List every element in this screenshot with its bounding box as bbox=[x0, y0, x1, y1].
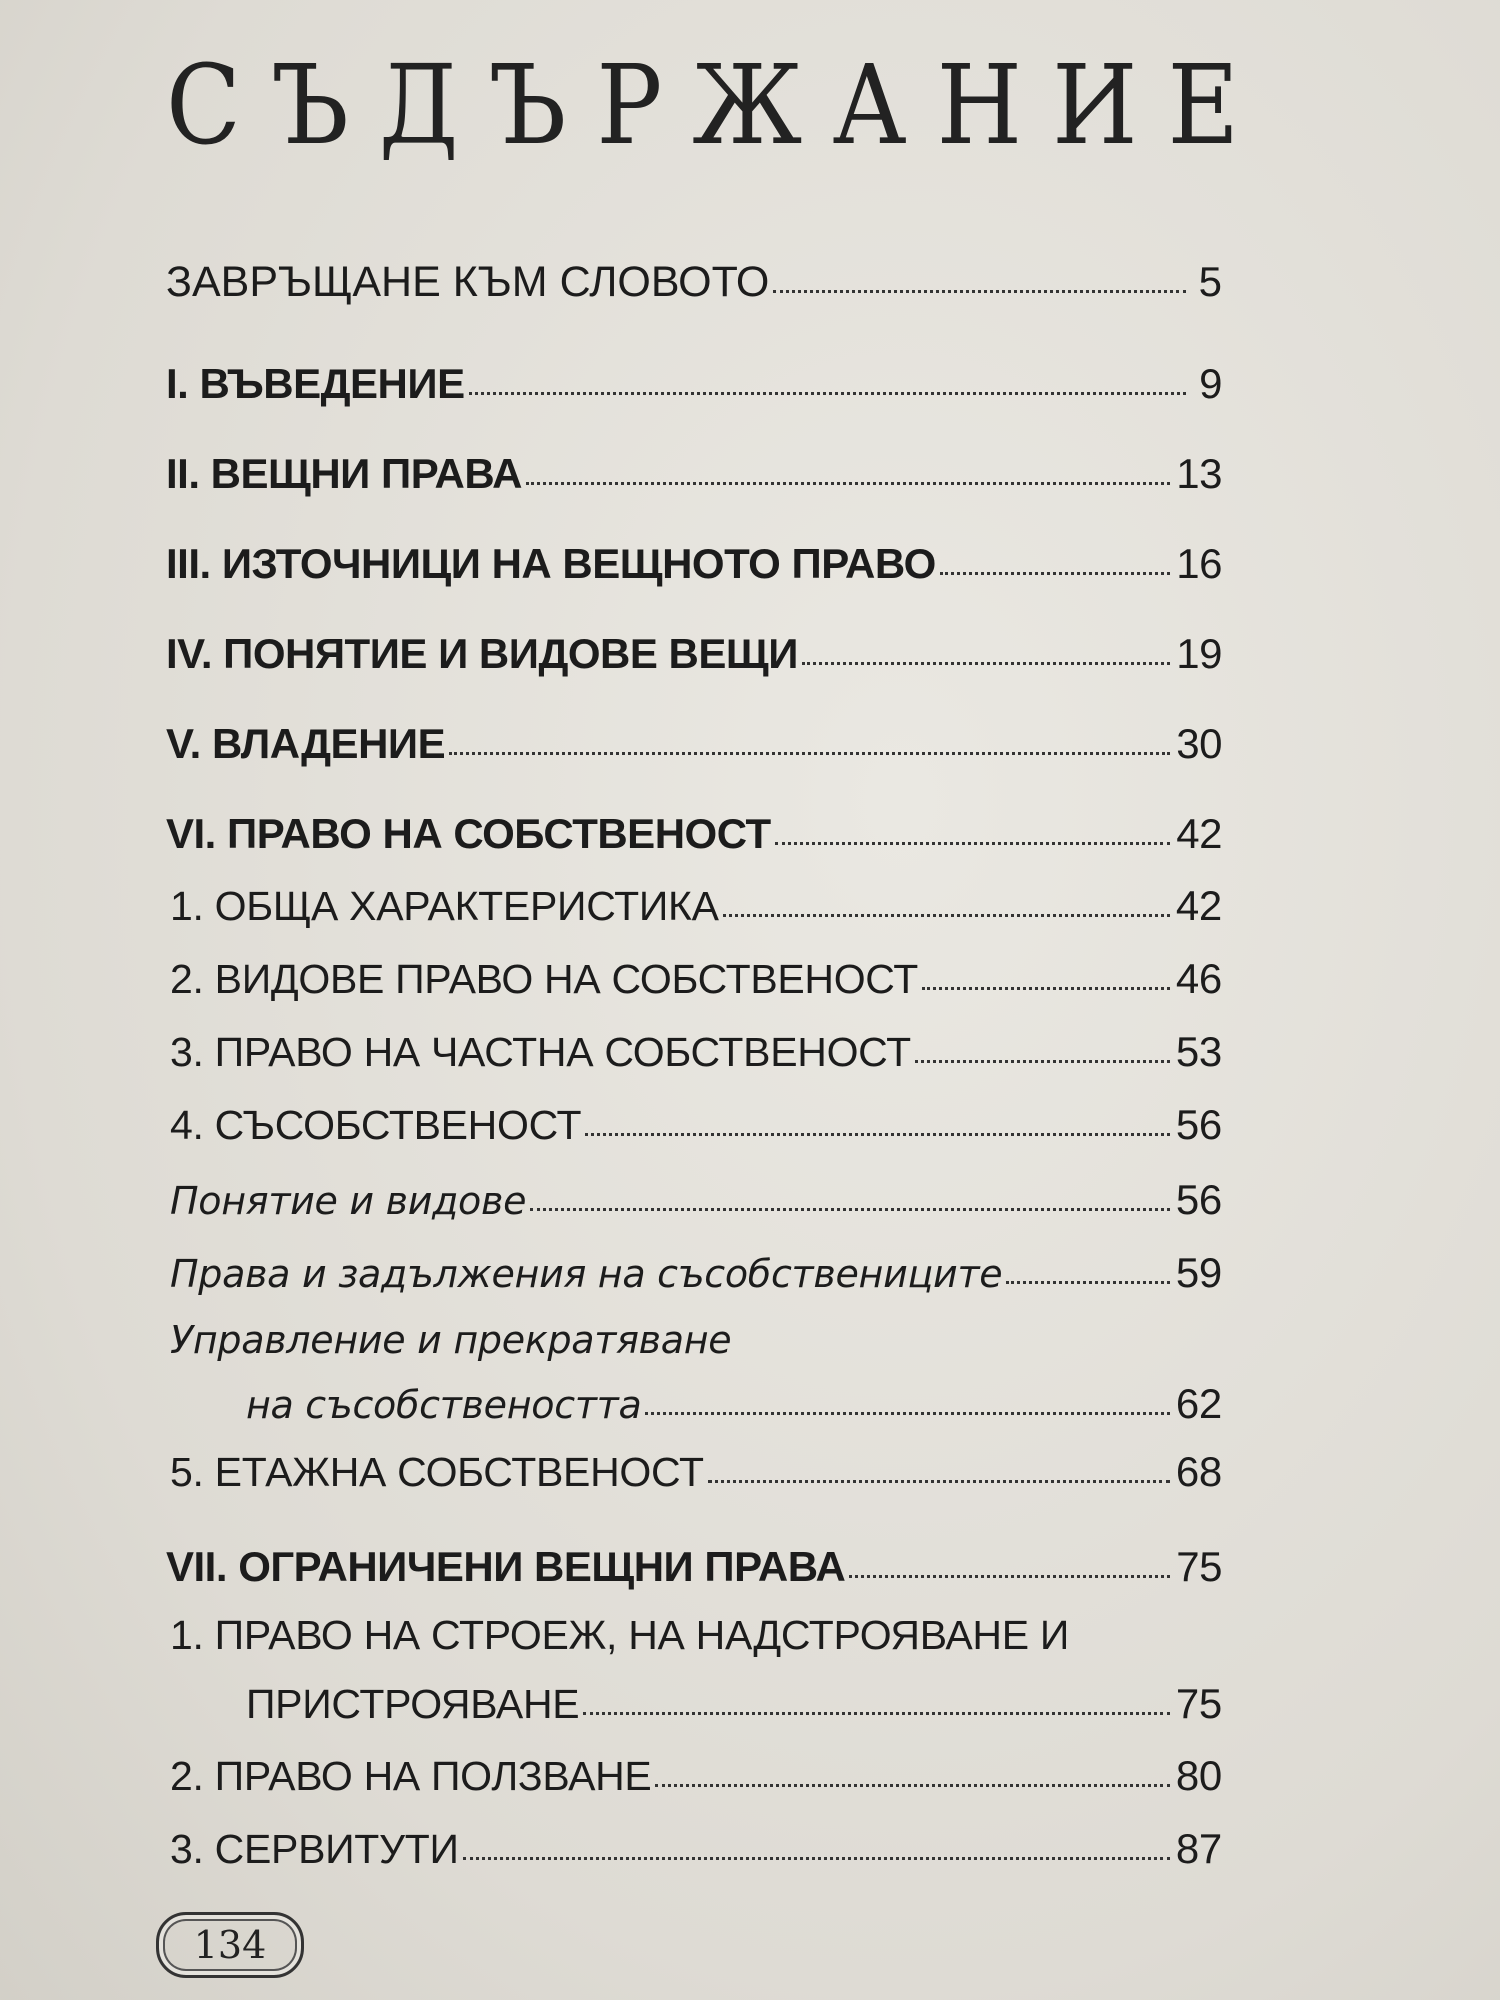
dot-leader bbox=[723, 914, 1170, 917]
toc-entry bbox=[166, 720, 1222, 768]
dot-leader bbox=[775, 842, 1171, 845]
toc-entry-label: V. ВЛАДЕНИЕ bbox=[166, 720, 446, 767]
toc-entry bbox=[170, 955, 1222, 1003]
toc-entry-label: III. ИЗТОЧНИЦИ НА ВЕЩНОТО ПРАВО bbox=[166, 540, 936, 587]
toc-entry-label: VI. ПРАВО НА СОБСТВЕНОСТ bbox=[166, 810, 771, 857]
toc-entry-label: 3. ПРАВО НА ЧАСТНА СОБСТВЕНОСТ bbox=[170, 1029, 911, 1075]
dot-leader bbox=[449, 752, 1170, 755]
toc-entry bbox=[246, 1380, 1222, 1428]
toc-entry-page: 16 bbox=[1176, 540, 1222, 587]
dot-leader bbox=[708, 1480, 1170, 1483]
toc-entry bbox=[170, 1028, 1222, 1076]
toc-entry-label-line1: Управление и прекратяване bbox=[170, 1318, 732, 1362]
toc-entry-page: 68 bbox=[1175, 1448, 1222, 1495]
dot-leader bbox=[585, 1133, 1170, 1136]
toc-entry-page: 62 bbox=[1175, 1380, 1222, 1427]
dot-leader bbox=[773, 290, 1186, 293]
toc-entry bbox=[170, 1752, 1222, 1800]
toc-entry-page: 56 bbox=[1175, 1176, 1222, 1223]
toc-entry-label-line1: 1. ПРАВО НА СТРОЕЖ, НА НАДСТРОЯВАНЕ И bbox=[170, 1612, 1070, 1658]
toc-entry bbox=[166, 450, 1222, 498]
toc-entry-page: 19 bbox=[1176, 630, 1222, 677]
toc-entry-page: 42 bbox=[1176, 810, 1222, 857]
dot-leader bbox=[526, 482, 1170, 485]
toc-entry bbox=[166, 1543, 1222, 1591]
toc-entry-label: VII. ОГРАНИЧЕНИ ВЕЩНИ ПРАВА bbox=[166, 1543, 846, 1590]
toc-entry-page: 9 bbox=[1199, 360, 1222, 407]
toc-entry-page: 75 bbox=[1176, 1543, 1222, 1590]
toc-entry-page: 53 bbox=[1175, 1028, 1222, 1075]
toc-entry-page: 80 bbox=[1175, 1752, 1222, 1799]
toc-entry-page: 59 bbox=[1175, 1249, 1222, 1296]
page-number-badge bbox=[156, 1912, 304, 1978]
toc-entry-label: II. ВЕЩНИ ПРАВА bbox=[166, 450, 522, 497]
toc-entry-label: ПРИСТРОЯВАНЕ bbox=[246, 1681, 580, 1727]
toc-entry-page: 46 bbox=[1175, 955, 1222, 1002]
toc-entry-label: Понятие и видове bbox=[170, 1179, 527, 1223]
toc-entry-page: 56 bbox=[1175, 1101, 1222, 1148]
dot-leader bbox=[583, 1712, 1170, 1715]
toc-entry-page: 30 bbox=[1176, 720, 1222, 767]
toc-entry-label: 3. СЕРВИТУТИ bbox=[170, 1826, 459, 1872]
toc-entry-label: 4. СЪСОБСТВЕНОСТ bbox=[170, 1102, 582, 1148]
dot-leader bbox=[469, 392, 1186, 395]
dot-leader bbox=[655, 1784, 1169, 1787]
toc-entry-page: 13 bbox=[1176, 450, 1222, 497]
toc-entry-label: на съсобствеността bbox=[246, 1383, 642, 1427]
toc-entry-label: Права и задължения на съсобствениците bbox=[170, 1252, 1003, 1296]
toc-entry bbox=[166, 540, 1222, 588]
toc-entry-label: I. ВЪВЕДЕНИЕ bbox=[166, 360, 465, 407]
toc-entry bbox=[170, 882, 1222, 930]
toc-entry bbox=[170, 1825, 1222, 1873]
page-title: СЪДЪРЖАНИЕ bbox=[166, 42, 1270, 170]
dot-leader bbox=[463, 1857, 1170, 1860]
toc-entry bbox=[166, 360, 1222, 408]
toc-entry bbox=[170, 1448, 1222, 1496]
toc-entry-page: 5 bbox=[1198, 258, 1222, 305]
toc-entry bbox=[246, 1680, 1222, 1728]
dot-leader bbox=[915, 1060, 1170, 1063]
toc-entry-page: 42 bbox=[1175, 882, 1222, 929]
toc-entry-label: 5. ЕТАЖНА СОБСТВЕНОСТ bbox=[170, 1449, 704, 1495]
dot-leader bbox=[645, 1412, 1169, 1415]
dot-leader bbox=[530, 1208, 1170, 1211]
toc-entry-page: 75 bbox=[1175, 1680, 1222, 1727]
toc-entry-label: IV. ПОНЯТИЕ И ВИДОВЕ ВЕЩИ bbox=[166, 630, 798, 677]
toc-entry-label: 2. ВИДОВЕ ПРАВО НА СОБСТВЕНОСТ bbox=[170, 956, 918, 1002]
dot-leader bbox=[802, 662, 1170, 665]
toc-entry-label: 2. ПРАВО НА ПОЛЗВАНЕ bbox=[170, 1753, 652, 1799]
dot-leader bbox=[1006, 1281, 1170, 1284]
toc-entry bbox=[170, 1249, 1222, 1297]
toc-entry-page: 87 bbox=[1175, 1825, 1222, 1872]
toc-entry bbox=[166, 810, 1222, 858]
page-number: 134 bbox=[193, 1923, 267, 1967]
toc-entry bbox=[170, 1176, 1222, 1224]
toc-entry bbox=[166, 258, 1222, 307]
toc-entry bbox=[166, 630, 1222, 678]
dot-leader bbox=[940, 572, 1170, 575]
dot-leader bbox=[849, 1575, 1170, 1578]
dot-leader bbox=[922, 987, 1170, 990]
toc-entry-label: ЗАВРЪЩАНЕ КЪМ СЛОВОТО bbox=[166, 258, 770, 306]
toc-entry-label: 1. ОБЩА ХАРАКТЕРИСТИКА bbox=[170, 883, 719, 929]
toc-entry bbox=[170, 1101, 1222, 1149]
